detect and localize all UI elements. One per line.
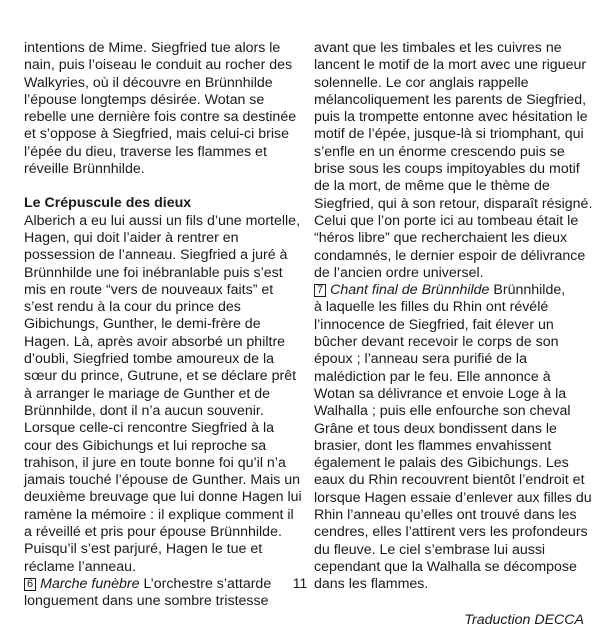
track-number-7: 7 <box>314 284 326 297</box>
text-line: du fleuve. Le ciel s’embrase lui aussi <box>314 541 546 558</box>
track-6-title: Marche funèbre <box>40 575 140 592</box>
text-line: Rhin l’anneau qu’elles ont trouvé dans les <box>314 507 577 524</box>
right-column <box>314 40 593 629</box>
right-paragraph-1 <box>314 40 593 282</box>
text-line: l’innocence de Siegfried, fait élever un <box>314 316 554 333</box>
text-line: mélancoliquement les parents de Siegfried, <box>314 91 587 108</box>
text-line: Walkyries, où il découvre en Brünnhilde <box>24 74 273 91</box>
text-line: de l’ancien ordre universel. <box>314 264 484 281</box>
text-line: longuement dans une sombre tristesse <box>24 593 269 610</box>
text-line: réclame l’anneau. <box>24 558 136 575</box>
text-line: condamnés, le dernier espoir de délivrance <box>314 247 586 264</box>
text-line: ramène la mémoire : il explique comment il <box>24 506 294 523</box>
text-line: Celui que l’on porte ici au tombeau était le <box>314 212 579 229</box>
track-6-text-first: L’orchestre s’attarde <box>143 575 272 592</box>
section-heading: Le Crépuscule des dieux <box>24 195 192 212</box>
text-line: l’épouse longtemps désirée. Wotan se <box>24 91 265 108</box>
track-7-line <box>314 282 586 299</box>
text-line: a réveillé et pris pour épouse Brünnhilde. <box>24 524 282 541</box>
text-line: mis en route “vers de nouveaux faits” et <box>24 281 274 298</box>
text-line: puis la trompette entonne avec hésitation le <box>314 109 588 126</box>
text-line: Lorsque celle-ci rencontre Siegfried à la <box>24 420 274 437</box>
text-line: brasier, dont les flammes envahissent <box>314 437 552 454</box>
text-line: jamais touché l’épouse de Gunther. Mais un <box>24 472 301 489</box>
text-line: cour des Gibichungs et lui reproche sa <box>24 437 267 454</box>
text-line: eaux du Rhin recouvrent bientôt l’endroit et <box>314 472 585 489</box>
text-line: “héros libre” que recherchaient les dieux <box>314 230 568 247</box>
text-line: intentions de Mime. Siegfried tue alors le <box>24 40 281 56</box>
text-line: s’est rendu à la cour du prince des <box>24 299 241 316</box>
text-line: Alberich a eu lui aussi un fils d’une mortelle, <box>24 212 301 229</box>
text-line: à laquelle les filles du Rhin ont révélé <box>314 299 549 316</box>
text-line: d’oubli, Siegfried tombe amoureux de la <box>24 351 275 368</box>
text-line: deuxième breuvage que lui donne Hagen lui <box>24 489 302 506</box>
text-line: Puisqu’il s’est parjuré, Hagen le tue et <box>24 541 263 558</box>
track-number-6: 6 <box>24 578 36 591</box>
text-line: brise sous les coups impitoyables du motif <box>314 161 580 178</box>
text-line: solennelle. Le cor anglais rappelle <box>314 74 529 91</box>
text-line: dans les flammes. <box>314 576 429 593</box>
text-line: nain, puis l’oiseau le conduit au rocher des <box>24 57 293 74</box>
text-line: Walhalla ; puis elle enfourche son cheval <box>314 403 571 420</box>
track-7-paragraph <box>314 299 592 593</box>
left-paragraph-2 <box>24 212 302 576</box>
text-line: rebelle une dernière fois contre sa destinée <box>24 109 297 126</box>
text-line: trahison, il jure en toute bonne foi qu’il n’a <box>24 454 286 471</box>
text-line: réveille Brünnhilde. <box>24 161 145 178</box>
text-line: Grâne et tous deux bondissent dans le <box>314 420 557 437</box>
text-line: et s’oppose à Siegfried, mais celui-ci brise <box>24 126 289 143</box>
text-line: Hagen. Là, après avoir absorbé un philtre <box>24 333 286 350</box>
text-line: possession de l’anneau. Siegfried a juré à <box>24 247 288 264</box>
text-line: Gibichungs, Gunther, le demi-frère de <box>24 316 261 333</box>
text-line: l’épée du dieu, traverse les flammes et <box>24 143 267 160</box>
text-line: cendres, elles l’attirent vers les profondeurs <box>314 524 588 541</box>
text-line: motif de l’épée, jusque-là si triomphant, qui <box>314 126 584 143</box>
text-line: époux ; l’anneau sera purifié de la <box>314 351 527 368</box>
page-number: 11 <box>292 575 308 591</box>
text-line: malédiction par le feu. Elle annonce à <box>314 368 551 385</box>
text-line: également le palais des Gibichungs. Les <box>314 455 569 472</box>
text-line: s’enfle en un énorme crescendo puis se <box>314 143 565 160</box>
text-line: lorsque Hagen essaie d’enlever aux filles du <box>314 489 592 506</box>
text-line: à arranger le mariage de Gunther et de <box>24 385 271 402</box>
text-line: bûcher devant recevoir le corps de son <box>314 334 559 351</box>
text-line: de la mort, de même que le thème de <box>314 178 550 195</box>
text-line: Wotan sa délivrance et envoie Loge à la <box>314 385 567 402</box>
text-line: sœur du prince, Gutrune, et se déclare prêt <box>24 368 297 385</box>
text-line: Brünnhilde, dont il n’a aucun souvenir. <box>24 402 264 419</box>
track-7-title: Chant final de Brünnhilde <box>330 282 490 299</box>
text-line: Hagen, qui doit l’aider à rentrer en <box>24 229 239 246</box>
text-line: lancent le motif de la mort avec une rigueur <box>314 57 587 74</box>
text-line: Brünnhilde une foi inébranlable puis s’est <box>24 264 283 281</box>
text-line: Siegfried, qui à son retour, disparaît résigné. <box>314 195 593 212</box>
text-line: cependant que la Walhalla se décompose <box>314 558 577 575</box>
track-6-paragraph <box>24 593 294 610</box>
track-7-text-first: Brünnhilde, <box>493 282 566 299</box>
left-paragraph-1 <box>24 40 297 178</box>
translation-credit: Traduction DECCA <box>464 611 584 628</box>
text-line: avant que les timbales et les cuivres ne <box>314 40 562 56</box>
